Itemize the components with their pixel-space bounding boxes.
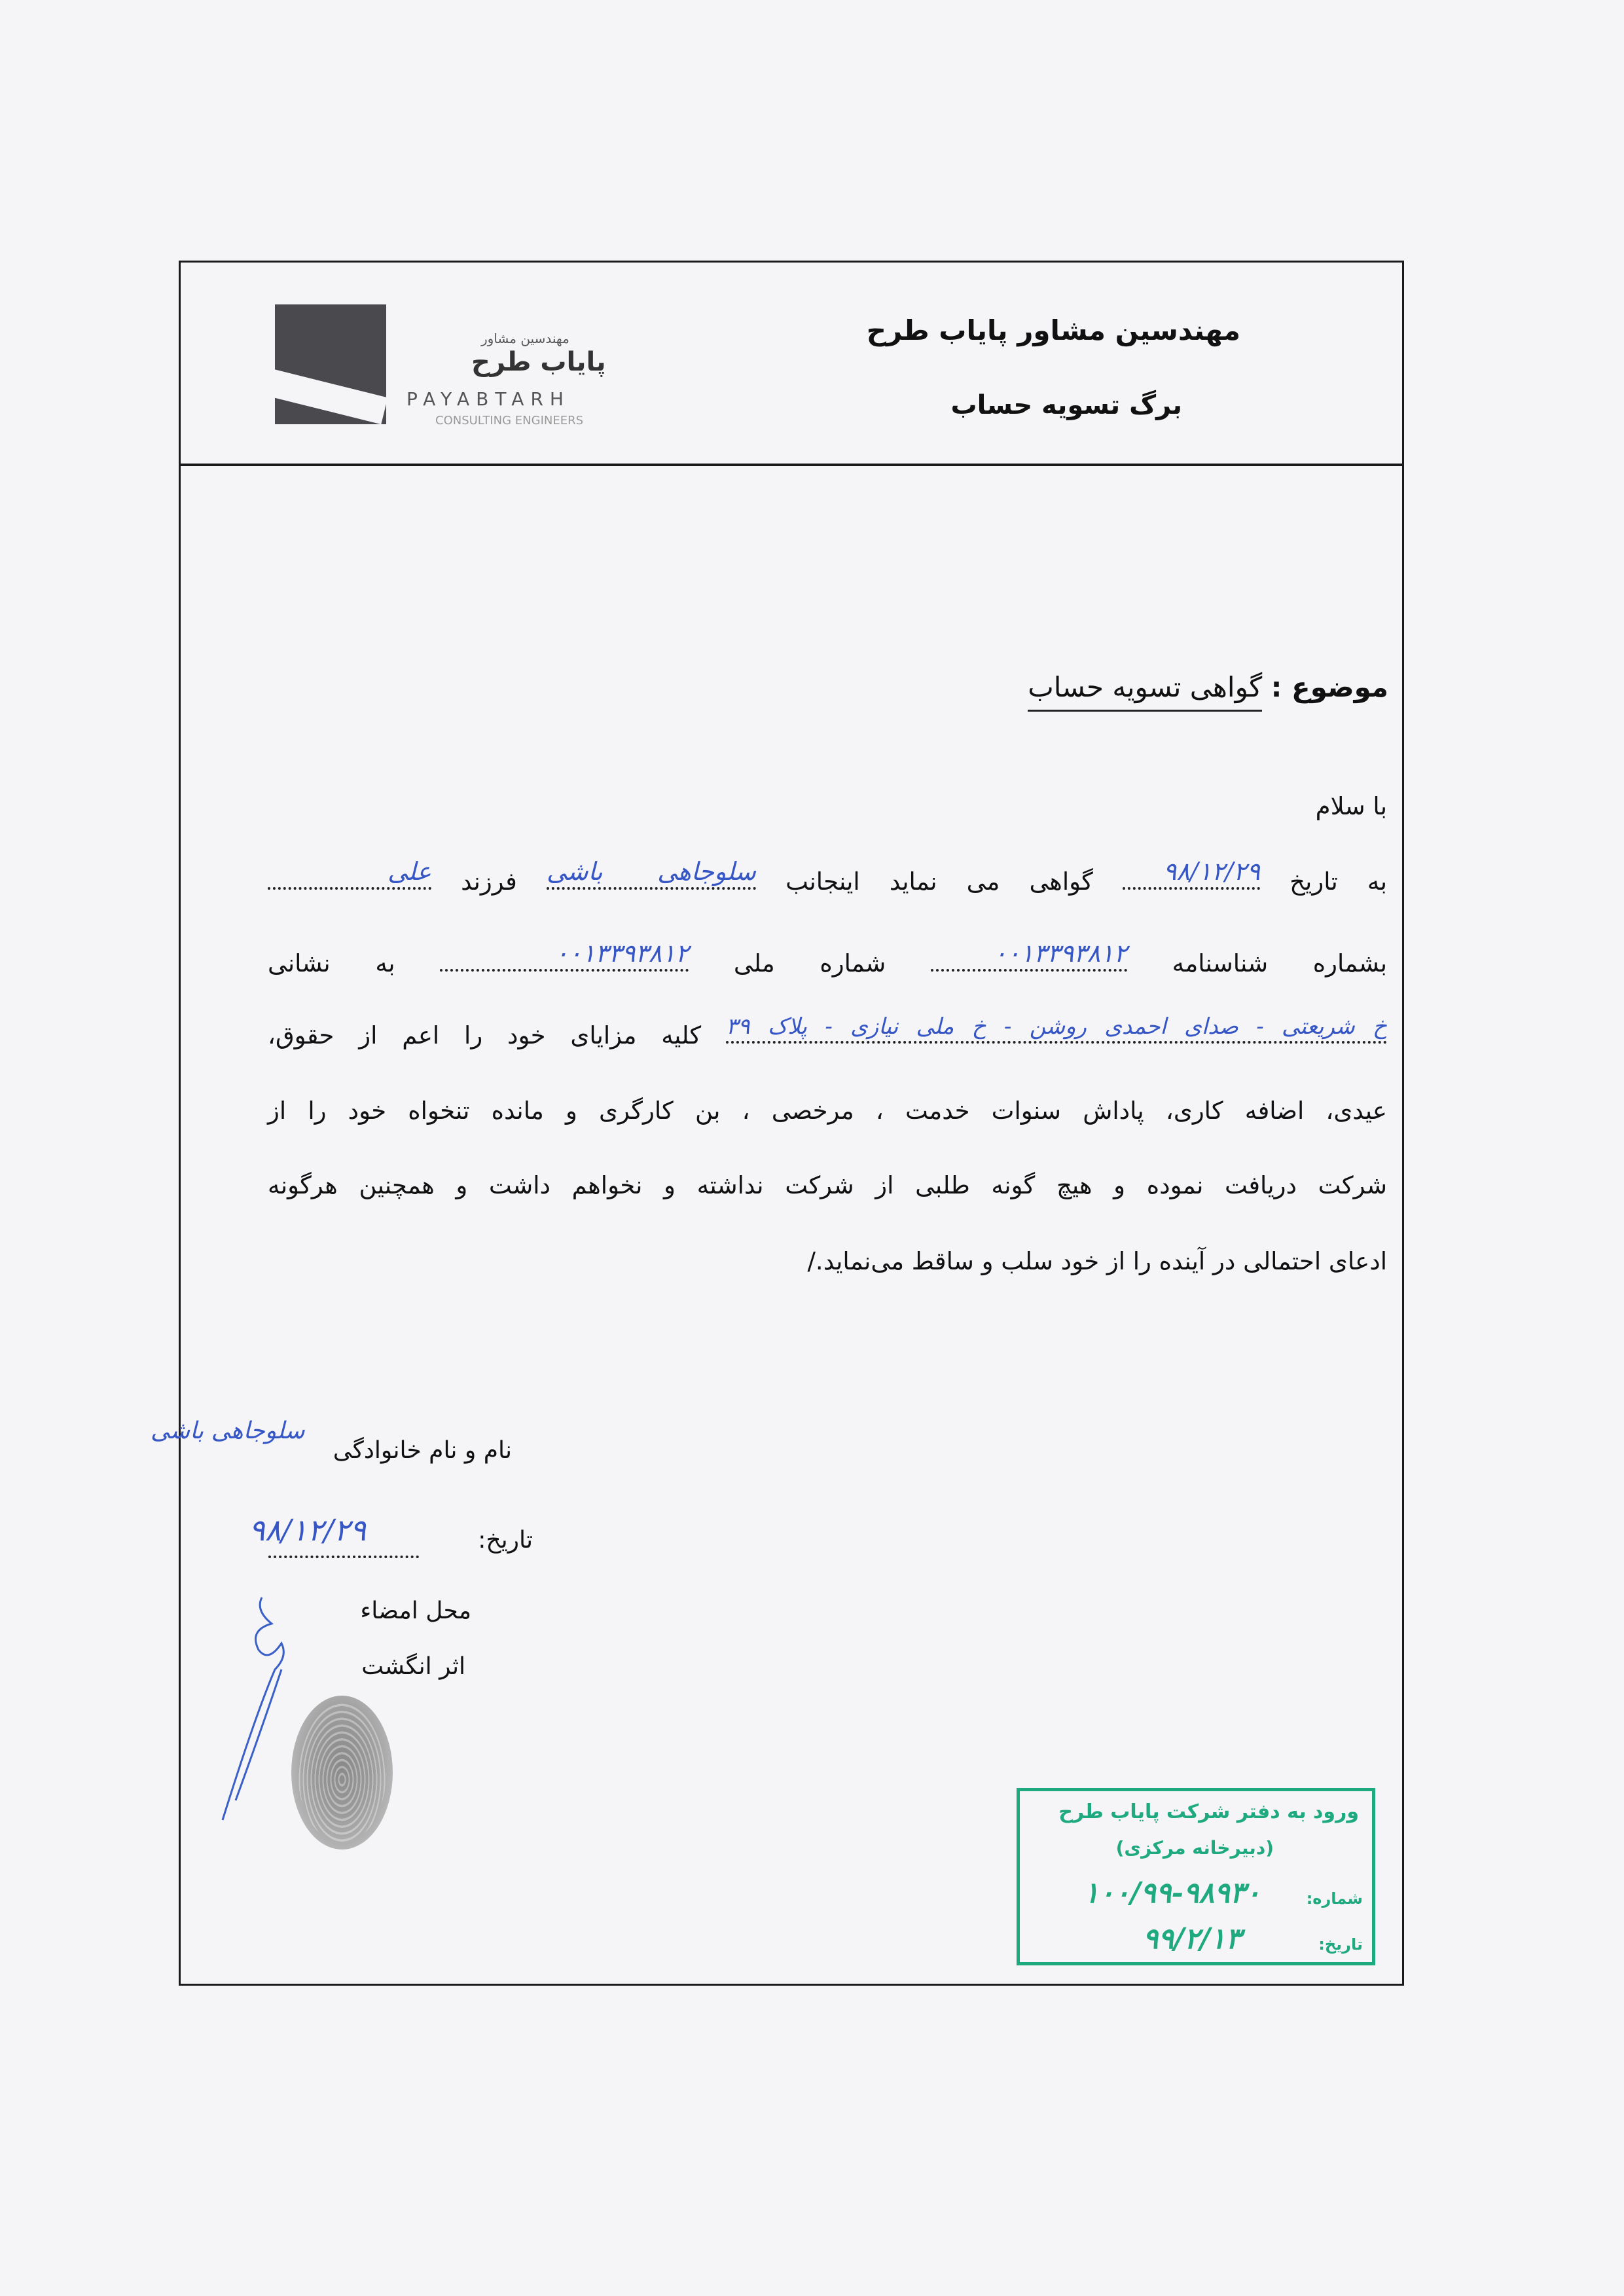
body-line-2 bbox=[268, 939, 1388, 982]
hw-national-id: ۰۰۱۳۳۹۳۸۱۲ bbox=[555, 939, 689, 968]
label-national-id: شماره ملی bbox=[733, 949, 886, 977]
stamp-number-label: شماره: bbox=[1306, 1889, 1363, 1908]
field-father bbox=[268, 857, 431, 890]
body-line-1 bbox=[268, 857, 1388, 900]
label-id: بشماره شناسنامه bbox=[1172, 949, 1388, 977]
signature-place-label: محل امضاء bbox=[360, 1597, 471, 1624]
stamp-date-value: ۹۹/۲/۱۳ bbox=[1142, 1922, 1241, 1956]
hw-date: ۹۸/۱۲/۲۹ bbox=[1163, 857, 1260, 886]
field-date bbox=[1123, 857, 1260, 890]
hw-id: ۰۰۱۳۳۹۳۸۱۲ bbox=[993, 939, 1127, 968]
logo-en-name: PAYABTARH bbox=[406, 388, 570, 410]
hw-address: خ شریعتی - صدای احمدی روشن - خ ملی نیازی - پلاک ۳۹ bbox=[726, 1013, 1387, 1040]
label-child-of: فرزند bbox=[461, 867, 517, 896]
logo-fa-name: پایاب طرح bbox=[471, 347, 606, 377]
field-id bbox=[931, 939, 1127, 972]
stamp-line-1: ورود به دفتر شرکت پایاب طرح bbox=[1058, 1800, 1359, 1823]
name-label: نام و نام خانوادگی bbox=[333, 1437, 512, 1464]
header-divider bbox=[179, 464, 1404, 466]
hw-sign-date: ۹۸/۱۲/۲۹ bbox=[249, 1512, 367, 1548]
sign-date-label: تاریخ: bbox=[478, 1527, 533, 1554]
subject-line bbox=[1028, 671, 1388, 703]
field-name bbox=[547, 857, 757, 890]
fingerprint-image bbox=[291, 1696, 393, 1850]
stamp-date-label: تاریخ: bbox=[1318, 1935, 1363, 1954]
sign-date-field bbox=[268, 1556, 419, 1558]
hw-sign-name: سلوجاهی باشی bbox=[151, 1417, 305, 1444]
subject-label: موضوع : bbox=[1271, 671, 1388, 703]
stamp-line-2: (دبیرخانه مرکزی) bbox=[1115, 1837, 1274, 1859]
stamp-number-value: ۱۰۰/۹۹-۹۸۹۳۰ bbox=[1083, 1876, 1261, 1910]
hw-father: علی bbox=[388, 857, 431, 886]
body-line-6: ادعای احتمالی در آینده را از خود سلب و ساقط می‌نماید./ bbox=[807, 1247, 1387, 1275]
label-date: به تاریخ bbox=[1290, 867, 1388, 896]
form-title: برگ تسویه حساب bbox=[950, 390, 1182, 420]
body-line-3 bbox=[268, 1015, 1387, 1054]
field-national-id bbox=[440, 939, 689, 972]
subject-value: گواهی تسویه حساب bbox=[1028, 671, 1262, 712]
label-certify: گواهی می نماید اینجانب bbox=[785, 867, 1093, 896]
greeting: با سلام bbox=[1315, 792, 1387, 820]
logo-fa-small: مهندسین مشاور bbox=[481, 331, 569, 346]
fingerprint-label: اثر انگشت bbox=[361, 1653, 465, 1680]
field-address bbox=[726, 1015, 1387, 1044]
registry-stamp bbox=[1017, 1788, 1375, 1965]
body-line-5: شرکت دریافت نموده و هیچ گونه طلبی از شرکت نداشته و نخواهم داشت و همچنین هرگونه bbox=[268, 1171, 1387, 1199]
logo-en-sub: CONSULTING ENGINEERS bbox=[435, 414, 584, 428]
hw-name: سلوجاهی باشی bbox=[547, 857, 757, 886]
body-line-4: عیدی، اضافه کاری، پاداش سنوات خدمت ، مرخصی ، بن کارگری و مانده تنخواه خود را از bbox=[268, 1097, 1387, 1125]
label-address: به نشانی bbox=[268, 949, 395, 977]
company-title: مهندسین مشاور پایاب طرح bbox=[866, 314, 1240, 346]
logo-mark bbox=[275, 304, 386, 424]
body-text-3: کلیه مزایای خود را اعم از حقوق، bbox=[268, 1021, 702, 1049]
